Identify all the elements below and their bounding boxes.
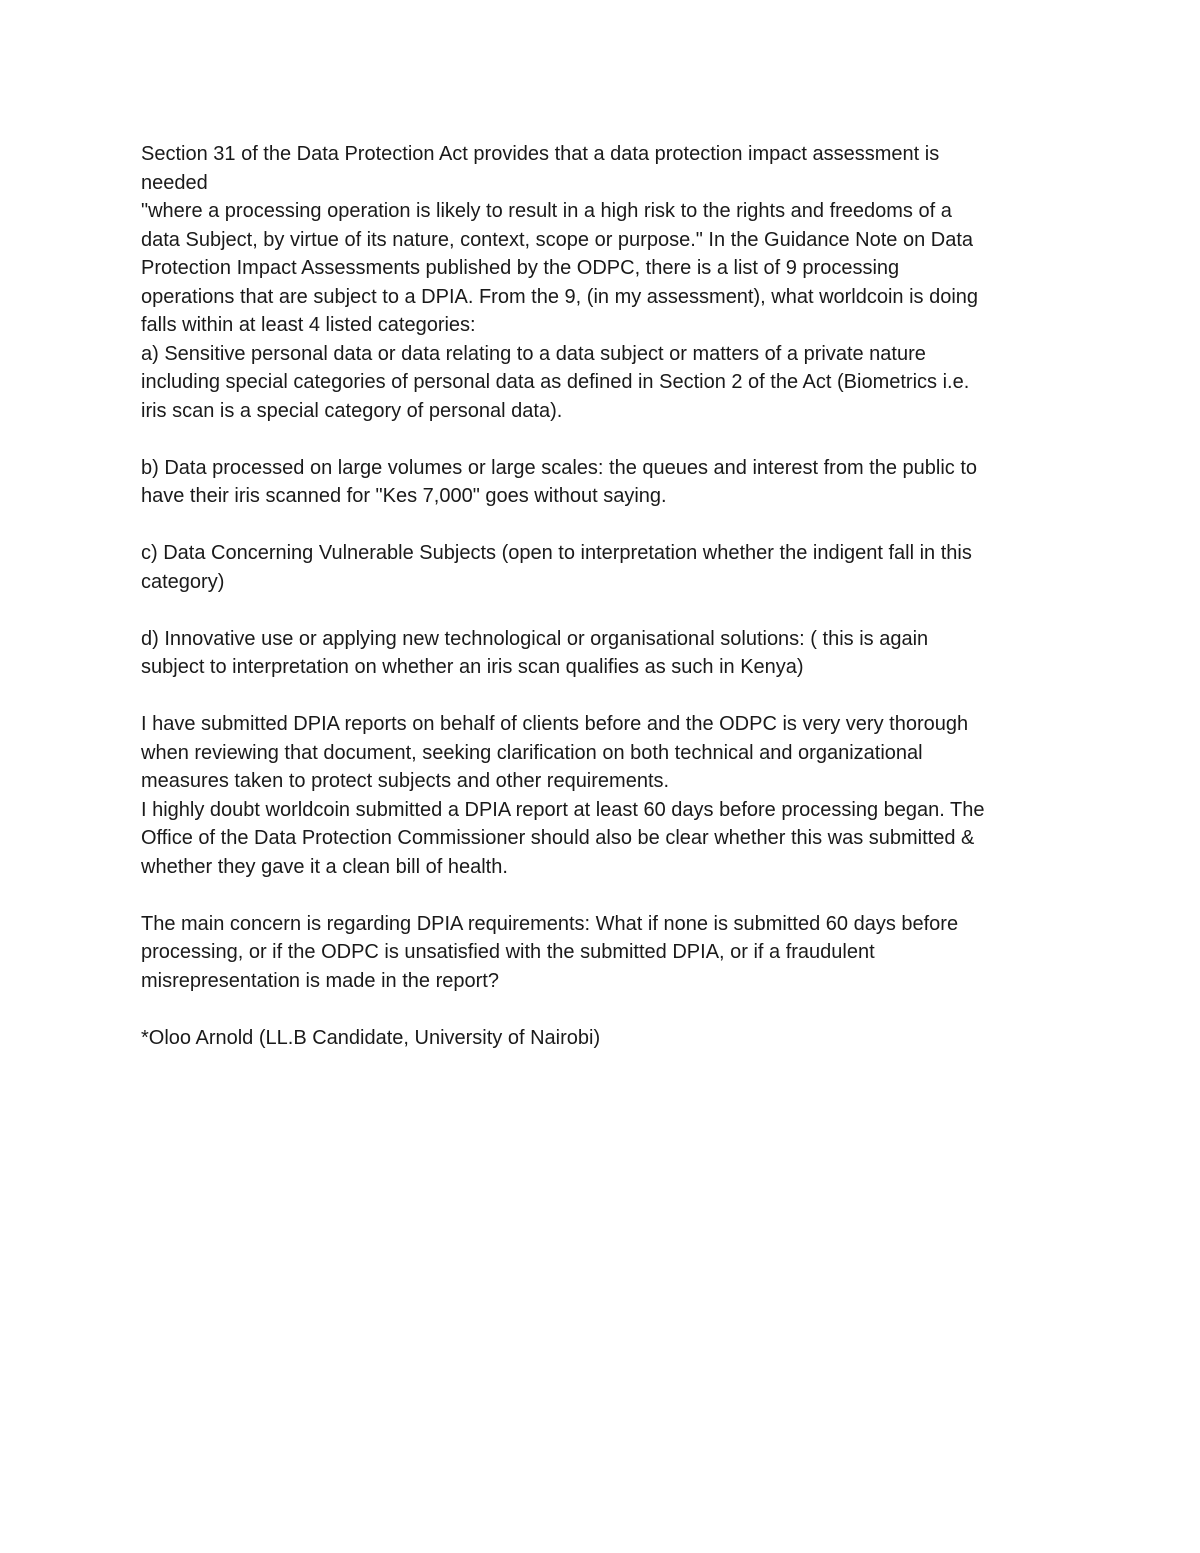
text-line: have their iris scanned for "Kes 7,000" goes without saying. (141, 485, 667, 507)
paragraph-spacer (141, 425, 1061, 454)
text-line: Section 31 of the Data Protection Act provides that a data protection impact assessment is (141, 143, 940, 165)
text-line: I highly doubt worldcoin submitted a DPIA report at least 60 days before processing began. The (141, 798, 985, 821)
paragraph-spacer (141, 881, 1061, 910)
text-line: c) Data Concerning Vulnerable Subjects (open to interpretation whether the indigent fall in this (141, 542, 972, 564)
paragraph-spacer (141, 511, 1061, 540)
text-line: I have submitted DPIA reports on behalf of clients before and the ODPC is very very thorough (141, 713, 969, 735)
paragraph-spacer (141, 596, 1061, 625)
text-line: iris scan is a special category of personal data). (141, 399, 563, 422)
text-line: processing, or if the ODPC is unsatisfied with the submitted DPIA, or if a fraudulent (141, 941, 875, 963)
text-line: Office of the Data Protection Commissioner should also be clear whether this was submitted & (141, 827, 975, 849)
text-line: measures taken to protect subjects and other requirements. (141, 770, 670, 792)
text-line: misrepresentation is made in the report? (141, 969, 499, 992)
text-line: operations that are subject to a DPIA. From the 9, (in my assessment), what worldcoin is doing (141, 285, 979, 308)
text-line: falls within at least 4 listed categories: (141, 314, 476, 336)
text-line: data Subject, by virtue of its nature, context, scope or purpose." In the Guidance Note on Data (141, 228, 974, 251)
text-line: subject to interpretation on whether an iris scan qualifies as such in Kenya) (141, 656, 804, 678)
text-line: when reviewing that document, seeking clarification on both technical and organizational (141, 741, 923, 764)
paragraph-spacer (141, 682, 1061, 711)
text-line: d) Innovative use or applying new technological or organisational solutions: ( this is again (141, 627, 929, 650)
text-line: "where a processing operation is likely to result in a high risk to the rights and freedoms of a (141, 200, 952, 222)
text-line: b) Data processed on large volumes or large scales: the queues and interest from the public to (141, 456, 978, 479)
text-line: The main concern is regarding DPIA requirements: What if none is submitted 60 days before (141, 912, 959, 935)
document-body (141, 140, 1061, 1052)
text-line: including special categories of personal data as defined in Section 2 of the Act (Biometrics i.e. (141, 371, 970, 393)
text-line: Protection Impact Assessments published by the ODPC, there is a list of 9 processing (141, 257, 900, 279)
text-line: category) (141, 570, 225, 593)
text-line: needed (141, 171, 208, 194)
text-line: whether they gave it a clean bill of health. (141, 855, 508, 878)
paragraph-spacer (141, 995, 1061, 1024)
text-line: a) Sensitive personal data or data relating to a data subject or matters of a private nature (141, 342, 926, 365)
text-line: *Oloo Arnold (LL.B Candidate, University of Nairobi) (141, 1026, 601, 1049)
